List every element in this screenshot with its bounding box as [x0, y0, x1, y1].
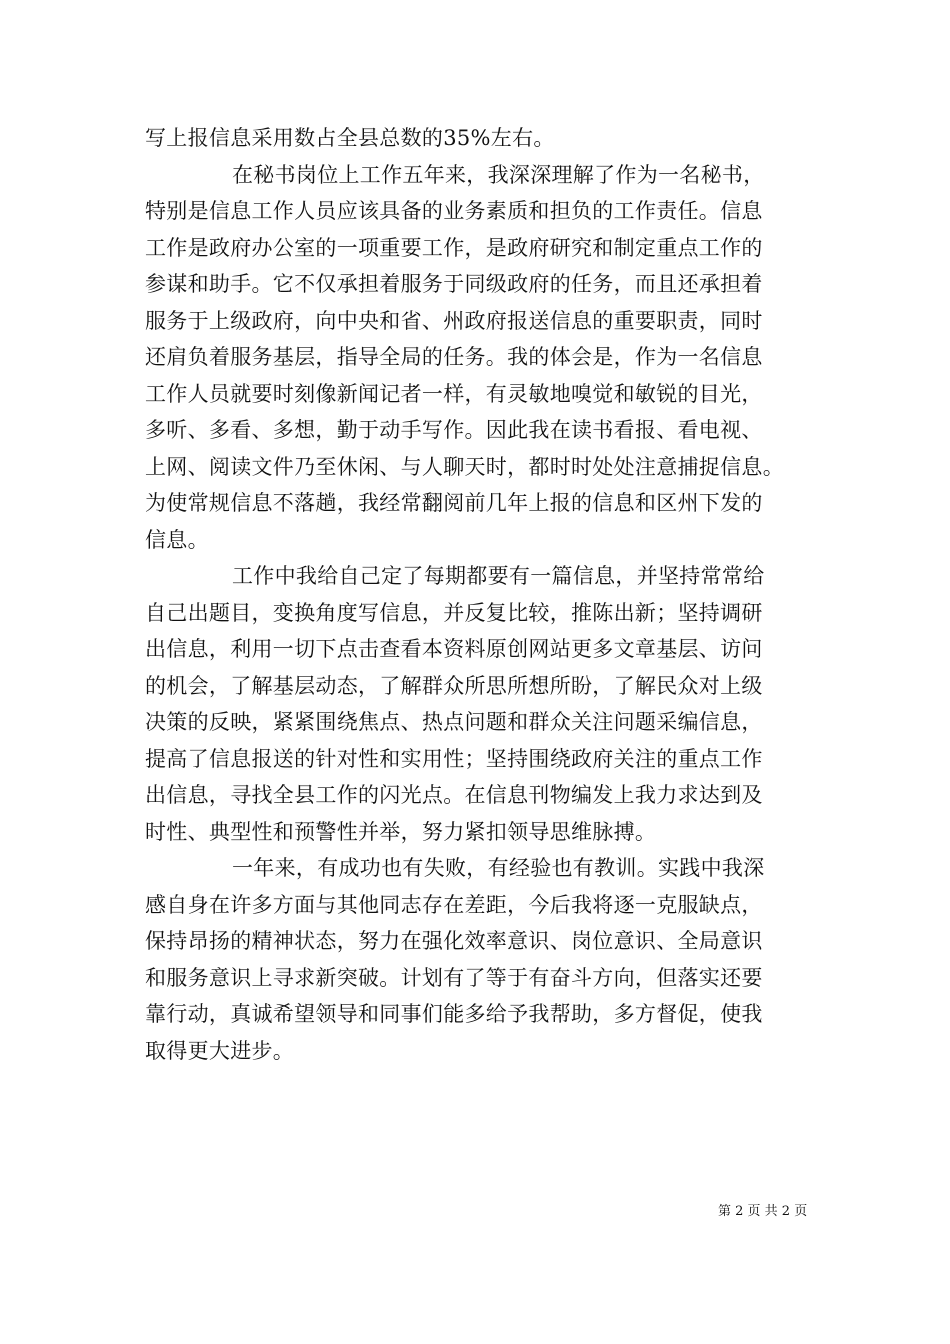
paragraph-line: 参谋和助手。它不仅承担着服务于同级政府的任务，而且还承担着	[145, 272, 763, 296]
paragraph-line: 的机会，了解基层动态，了解群众所思所想所盼，了解民众对上级	[145, 674, 763, 698]
paragraph-line: 提高了信息报送的针对性和实用性；坚持围绕政府关注的重点工作	[145, 747, 763, 771]
paragraph-line: 工作人员就要时刻像新闻记者一样，有灵敏地嗅觉和敏锐的目光，	[145, 382, 763, 406]
page-number: 第 2 页 共 2 页	[718, 1204, 808, 1219]
paragraph-line: 时性、典型性和预警性并举，努力紧扣领导思维脉搏。	[145, 820, 657, 844]
paragraph-line: 感自身在许多方面与其他同志存在差距，今后我将逐一克服缺点，	[145, 893, 763, 917]
paragraph-line: 为使常规信息不落趟，我经常翻阅前几年上报的信息和区州下发的	[145, 491, 763, 515]
paragraph-line: 决策的反映，紧紧围绕焦点、热点问题和群众关注问题采编信息，	[145, 710, 763, 734]
paragraph-line: 自己出题目，变换角度写信息，并反复比较，推陈出新；坚持调研	[145, 601, 763, 625]
paragraph-line: 保持昂扬的精神状态，努力在强化效率意识、岗位意识、全局意识	[145, 929, 763, 953]
paragraph-line: 在秘书岗位上工作五年来，我深深理解了作为一名秘书，	[232, 163, 765, 187]
paragraph-line: 靠行动，真诚希望领导和同事们能多给予我帮助，多方督促，使我	[145, 1002, 763, 1026]
paragraph-line: 和服务意识上寻求新突破。计划有了等于有奋斗方向，但落实还要	[145, 966, 763, 990]
paragraph-line: 一年来，有成功也有失败，有经验也有教训。实践中我深	[232, 856, 765, 880]
paragraph-line: 出信息，寻找全县工作的闪光点。在信息刊物编发上我力求达到及	[145, 783, 763, 807]
paragraph-line: 多听、多看、多想，勤于动手写作。因此我在读书看报、看电视、	[145, 418, 763, 442]
paragraph-line: 特别是信息工作人员应该具备的业务素质和担负的工作责任。信息	[145, 199, 763, 223]
paragraph-line: 还肩负着服务基层，指导全局的任务。我的体会是，作为一名信息	[145, 345, 763, 369]
paragraph-line: 工作中我给自己定了每期都要有一篇信息，并坚持常常给	[232, 564, 765, 588]
paragraph-line: 写上报信息采用数占全县总数的35%左右。	[145, 126, 555, 150]
paragraph-line: 信息。	[145, 528, 209, 552]
paragraph-line: 出信息，利用一切下点击查看本资料原创网站更多文章基层、访问	[145, 637, 763, 661]
paragraph-line: 取得更大进步。	[145, 1039, 295, 1063]
paragraph-line: 服务于上级政府，向中央和省、州政府报送信息的重要职责，同时	[145, 309, 763, 333]
paragraph-line: 上网、阅读文件乃至休闲、与人聊天时，都时时处处注意捕捉信息。	[145, 455, 784, 479]
paragraph-line: 工作是政府办公室的一项重要工作，是政府研究和制定重点工作的	[145, 236, 763, 260]
